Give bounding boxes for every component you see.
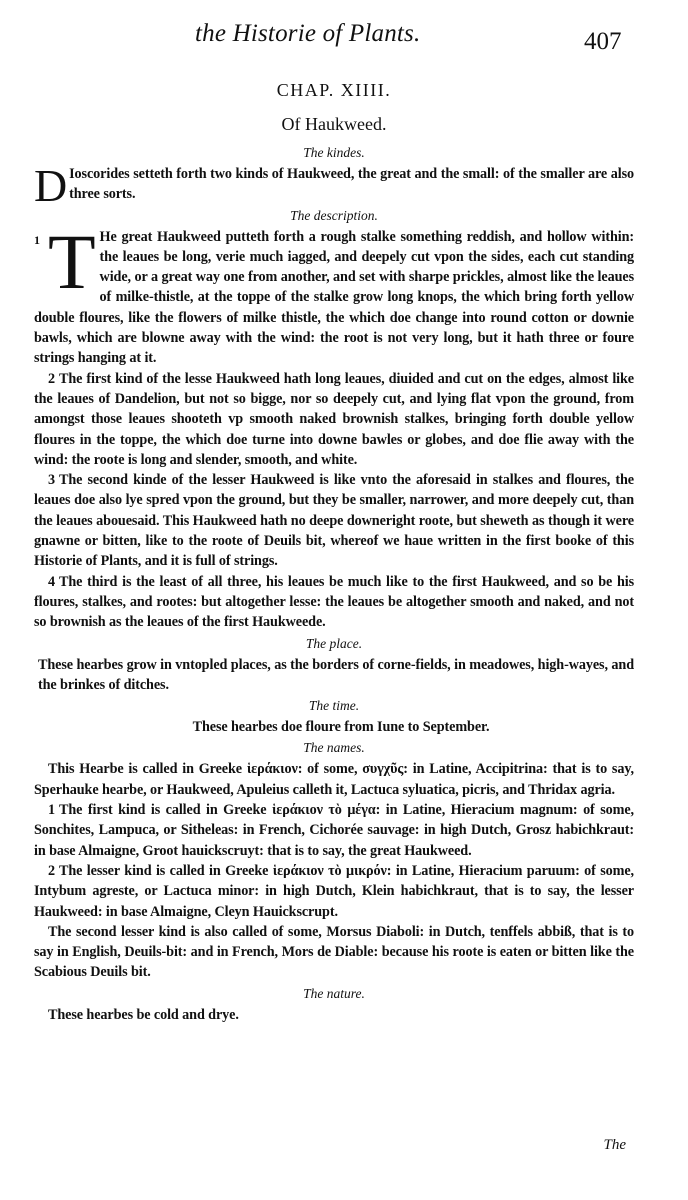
names-paragraph-2 — [34, 800, 634, 861]
running-title: the Historie of Plants. — [195, 20, 421, 47]
section-head-kindes: The kindes. — [303, 145, 365, 160]
names-number-2: 2 — [48, 862, 55, 879]
drop-cap-t: T — [48, 217, 96, 305]
chapter-heading: CHAP. XIIII. — [276, 80, 392, 100]
names-paragraph-4: The second lesser kind is also called of some, Morsus Diaboli: in Dutch, tenffels abbiß, that is to say in English, Deuils-bit: and in French, Mors de Diable: because his roote is eaten or bitten like the Scabious Deuils bit. — [34, 923, 634, 981]
running-head — [0, 14, 688, 54]
kindes-text: Ioscorides setteth forth two kinds of Haukweed, the great and the small: of the smaller are also three sorts. — [69, 166, 634, 203]
page-body — [34, 78, 634, 1025]
names-paragraph-1: This Hearbe is called in Greeke ἱεράκιον: of some, συγχῦς: in Latine, Accipitrina: that is to say, Sperhauke hearbe, or Haukweed, Apuleius calleth it, Lactuca syluatica, picris, and Thridax agria. — [34, 761, 634, 798]
desc-paragraph-2 — [34, 369, 634, 470]
time-paragraph: These hearbes doe floure from Iune to September. — [192, 719, 490, 736]
desc-text-1: He great Haukweed putteth forth a rough stalke something reddish, and hollow within: the leaues be long, verie much iagged, and deepely cut vpon the sides, each cut standing wide, or a great way one from another, and set with sharpe prickles, almost like the leaues of milke-thistle, at the toppe of the stalke grow long knops, the which bring forth yellow double floures, like the flowers of milke thistle, the which doe change into round cotton or downie bawls, which are blowne away with the wind: the root is not very long, but it hath three or foure strings hanging at it. — [34, 228, 634, 367]
desc-number-1: 1 — [34, 232, 40, 247]
section-head-names: The names. — [303, 740, 365, 756]
desc-paragraph-4 — [34, 572, 634, 633]
names-text-2: The first kind is called in Greeke ἱεράκιον τὸ μέγα: in Latine, Hieracium magnum: of some, Sonchites, Lampuca, or Sitheleas: in French, Cichorée sauvage: in high Dutch, Grosz habichkraut: in base Almaigne, Groot hauickscruyt: that is to say, the great Haukweed. — [34, 802, 634, 859]
description-1 — [34, 217, 634, 369]
desc-number-3: 3 — [48, 472, 55, 489]
desc-text-4: The third is the least of all three, his leaues be much like to the first Haukweed, and so be his floures, stalkes, and rootes: but altogether lesse: the leaues be altogether smooth and naked, and not so brownish as the leaues of the first Haukweede. — [34, 573, 634, 631]
names-text-3: The lesser kind is called in Greeke ἱεράκιον τὸ μικρόν: in Latine, Hieracium paruum: of some, Intybum agreste, or Lactuca minor: in high Dutch, Klein habichkraut, that is to say, the lesser Haukweed: in base Almaigne, Cleyn Hauickscrupt. — [34, 862, 634, 920]
drop-cap-d: D — [34, 160, 68, 211]
desc-number-2: 2 — [48, 370, 55, 387]
kindes-paragraph — [34, 160, 634, 211]
nature-paragraph: These hearbes be cold and drye. — [48, 1006, 239, 1023]
desc-text-2: The first kind of the lesse Haukweed hath long leaues, diuided and cut on the edges, almost like the leaues of Dandelion, but not so bigge, nor so deepely cut, and lying flat vpon the ground, from amongst those leaues shooteth vp smooth naked brownish stalkes, bringing forth double yellow floures in the toppe, the which doe turne into downe bawles or globes, and doe flie away with the wind: the roote is long and slender, smooth, and white. — [34, 370, 634, 468]
desc-paragraph-1 — [34, 217, 634, 369]
catchword: The — [603, 1137, 626, 1153]
desc-number-4: 4 — [48, 573, 55, 590]
desc-text-3: The second kinde of the lesser Haukweed is like vnto the aforesaid in stalkes and floures, the leaues doe also lye spred vpon the ground, but they be smaller, narrower, and more deepely cut, than the leaues abouesaid. This Haukweed hath no deepe downeright roote, but sheweth as though it were gnawne or bitten, like to the roote of Deuils bit, whereof we haue written in the first booke of this Historie of Plants, and it is full of strings. — [34, 472, 634, 570]
section-head-place: The place. — [305, 635, 363, 651]
chapter-subject: Of Haukweed. — [281, 114, 387, 134]
section-head-nature: The nature. — [303, 985, 365, 1001]
page-number: 407 — [584, 28, 622, 55]
place-paragraph: These hearbes grow in vntopled places, as the borders of corne-fields, in meadowes, high-wayes, and the brinkes of ditches. — [38, 656, 634, 693]
desc-paragraph-3 — [34, 470, 634, 571]
section-head-time: The time. — [308, 698, 360, 714]
names-number-1: 1 — [48, 802, 55, 819]
names-paragraph-3 — [34, 861, 634, 922]
section-head-description: The description. — [290, 207, 378, 223]
